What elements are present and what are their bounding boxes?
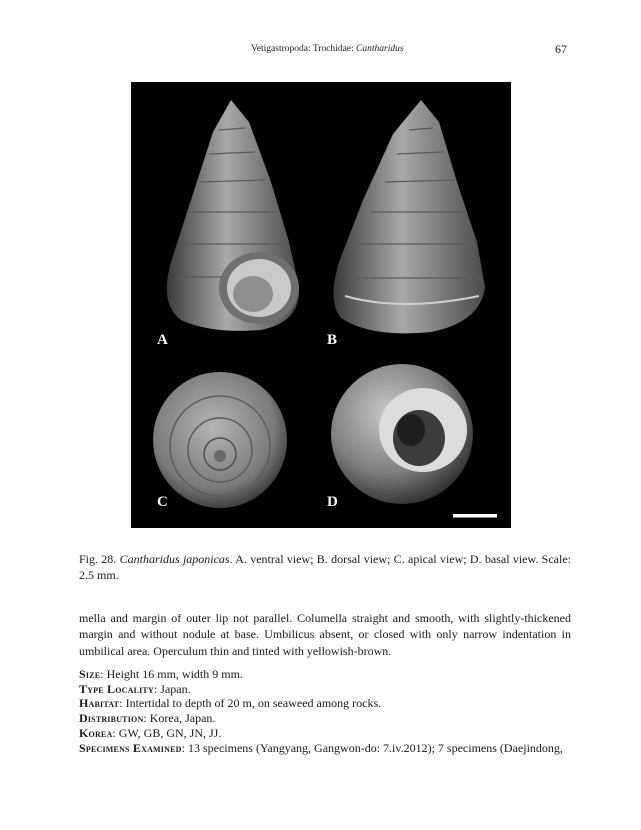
page-number: 67: [555, 42, 567, 56]
shell-d-basal: [331, 364, 473, 504]
scale-bar: [453, 514, 497, 518]
running-head-genus: Cantharidus: [356, 44, 404, 54]
description-paragraph: mella and margin of outer lip not parallel. Columella straight and smooth, with slightly-thickened margin and without nodule at base. Umbilicus absent, or closed with only narrow indentation in umbilical area. Operculum thin and tinted with yellowish-brown.: [79, 611, 571, 658]
panel-label-a: A: [157, 332, 168, 348]
field-distribution: Distribution: Korea, Japan.: [79, 711, 216, 726]
species-fields: [79, 667, 579, 755]
running-head: [0, 44, 641, 60]
shell-a-ventral: [167, 100, 299, 331]
panel-label-b: B: [327, 332, 338, 348]
figure-plate: [131, 82, 511, 528]
shell-b-dorsal: [333, 100, 485, 333]
panel-label-c: C: [157, 494, 168, 510]
shell-c-apical: [153, 372, 287, 508]
field-type-locality: Type Locality: Japan.: [79, 681, 191, 696]
field-korea: Korea: GW, GB, GN, JN, JJ.: [79, 725, 222, 740]
figure-caption: Fig. 28. Cantharidus japonicas. A. ventral view; B. dorsal view; C. apical view; D. basal view. Scale: 2.5 mm.: [79, 552, 571, 582]
field-specimens-examined: Specimens Examined: 13 specimens (Yangyang, Gangwon-do: 7.iv.2012); 7 specimens (Daejindong,: [79, 740, 563, 755]
running-head-title: Vetigastropoda: Trochidae: Cantharidus: [251, 44, 404, 54]
panel-label-d: D: [327, 494, 338, 510]
field-size: Size: Height 16 mm, width 9 mm.: [79, 667, 243, 681]
caption-species: Cantharidus japonicas: [119, 552, 230, 566]
field-habitat: Habitat: Intertidal to depth of 20 m, on seaweed among rocks.: [79, 696, 382, 711]
shell-photographs: [131, 82, 511, 528]
